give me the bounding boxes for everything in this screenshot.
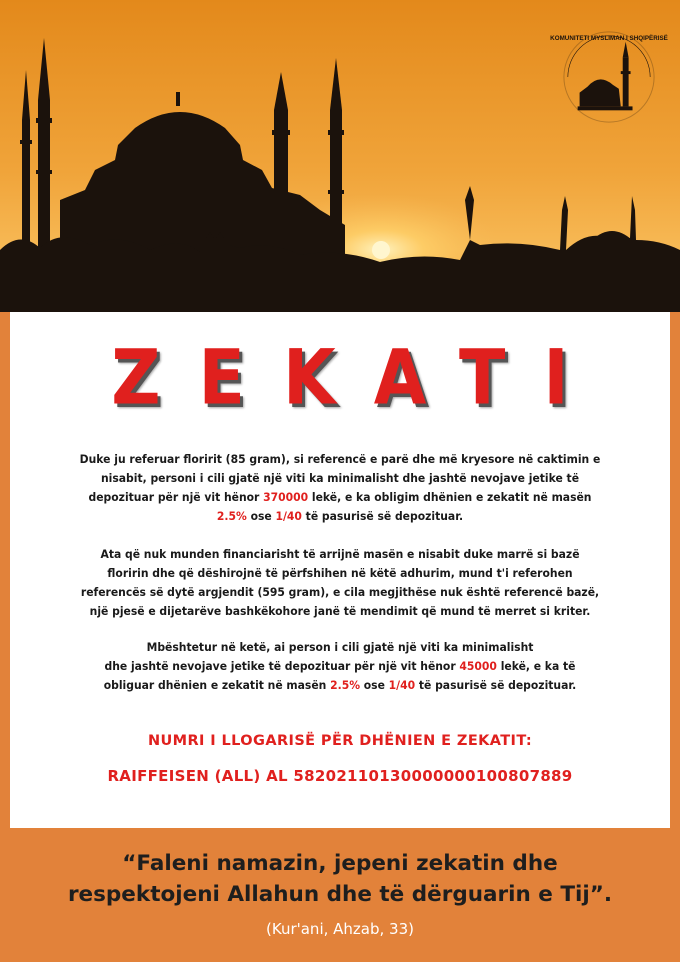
organization-logo bbox=[550, 28, 668, 126]
account-number: RAIFFEISEN (ALL) AL 58202110130000000100807889 bbox=[107, 767, 573, 785]
p3-percent: 2.5% bbox=[330, 678, 360, 692]
p1-ose: ose bbox=[246, 509, 276, 523]
quran-quote bbox=[0, 848, 680, 910]
paragraph-silver-amount bbox=[80, 638, 601, 695]
quote-line-1: “Faleni namazin, jepeni zekatin dhe bbox=[122, 851, 558, 876]
paragraph-silver-nisab: Ata që nuk munden financiarisht të arrijnë masën e nisabit duke marrë si bazë floririn dhe që dëshirojnë të përfshihen në këtë adhurim, mund t'i referohen referencës së dytë argjendit (595 gram), e cila megjithëse nuk është referencë bazë, një pjesë e dijetarëve bashkëkohore janë të mendimit që mund të merret si kriter. bbox=[80, 547, 600, 618]
p3-line1: Mbështetur në ketë, ai person i cili gjatë një viti ka minimalisht bbox=[146, 640, 534, 654]
account-label: NUMRI I LLOGARISË PËR DHËNIEN E ZEKATIT: bbox=[147, 733, 533, 749]
p1-text-c: të pasurisë së depozituar. bbox=[301, 509, 464, 523]
p1-fraction: 1/40 bbox=[275, 509, 302, 523]
p3-text-c: të pasurisë së depozituar. bbox=[415, 678, 577, 692]
mosque-emblem-icon bbox=[564, 32, 654, 122]
quote-line-2: respektojeni Allahun dhe të dërguarin e Tij”. bbox=[67, 882, 613, 907]
logo-org-text: KOMUNITETI MYSLIMAN I SHQIPËRISË bbox=[550, 34, 668, 42]
p1-text-a: Duke ju referuar floririt (85 gram), si referencë e parë dhe më kryesore në caktimin e nisabit, personi i cili gjatë një viti ka minimalisht dhe jashtë nevojave jetike të depozituar për një vit hënor bbox=[79, 452, 601, 504]
quote-source: (Kur'ani, Ahzab, 33) bbox=[266, 920, 414, 938]
p1-amount: 370000 bbox=[263, 490, 309, 504]
hero-image bbox=[0, 0, 680, 312]
p3-text-a: dhe jashtë nevojave jetike të depozituar për një vit hënor bbox=[104, 659, 460, 673]
p1-text-b: lekë, e ka obligim dhënien e zekatit në masën bbox=[308, 490, 592, 504]
p1-percent: 2.5% bbox=[216, 509, 247, 523]
p3-fraction: 1/40 bbox=[388, 678, 416, 692]
p3-amount: 45000 bbox=[459, 659, 497, 673]
p3-ose: ose bbox=[359, 678, 389, 692]
page-title: ZEKATI bbox=[111, 334, 607, 423]
p3-text-b: lekë, e ka të obliguar dhënien e zekatit në masën bbox=[103, 659, 576, 692]
paragraph-gold-nisab bbox=[80, 450, 601, 526]
